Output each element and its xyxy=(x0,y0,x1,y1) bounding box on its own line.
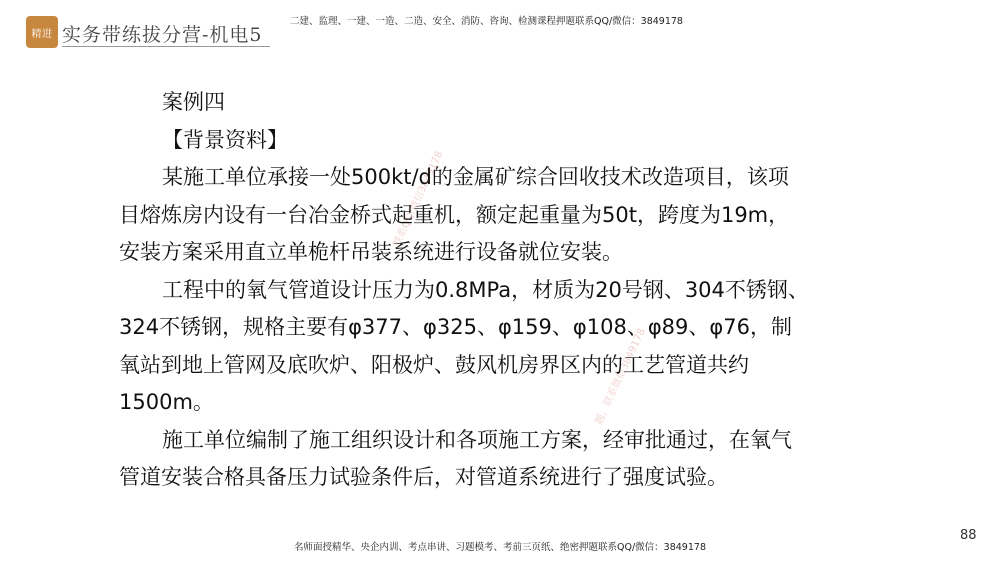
course-title: 实务带练拔分营-机电5 xyxy=(62,24,263,46)
logo-text: 精进 xyxy=(31,28,53,40)
footer-ad-text: 名师面授精华、央企内训、考点串讲、习题模考、考前三页纸、绝密押题联系QQ/微信：3849178 xyxy=(294,542,706,553)
watermark: 题，联系微信3849178 xyxy=(593,326,648,427)
logo xyxy=(26,16,58,48)
background-paragraph: 工程中的氧气管道设计压力为0.8MPa，材质为20号钢、304不锈钢、324不锈钢，规格主要有φ377、φ325、φ159、φ108、φ89、φ76，制氧站到地上管网及底吹炉、阳极炉、鼓风机房界区内的工艺管道共约1500m。 xyxy=(119,277,809,414)
title-underline xyxy=(62,46,270,47)
case-content xyxy=(119,84,809,497)
section-heading: 【背景资料】 xyxy=(162,127,288,152)
case-title: 案例四 xyxy=(162,90,225,114)
page-number: 88 xyxy=(960,528,977,543)
watermark: 联系QQ/微信3849178 xyxy=(391,149,446,249)
background-paragraph: 某施工单位承接一处500kt/d的金属矿综合回收技术改造项目，该项目熔炼房内设有一台冶金桥式起重机，额定起重量为50t，跨度为19m，安装方案采用直立单桅杆吊装系统进行设备就位安装。 xyxy=(119,165,790,264)
header-ad-text: 二建、监理、一建、一造、二造、安全、消防、咨询、检测课程押题联系QQ/微信：3849178 xyxy=(290,16,683,27)
background-paragraph: 施工单位编制了施工组织设计和各项施工方案，经审批通过，在氧气管道安装合格具备压力试验条件后，对管道系统进行了强度试验。 xyxy=(119,427,792,489)
